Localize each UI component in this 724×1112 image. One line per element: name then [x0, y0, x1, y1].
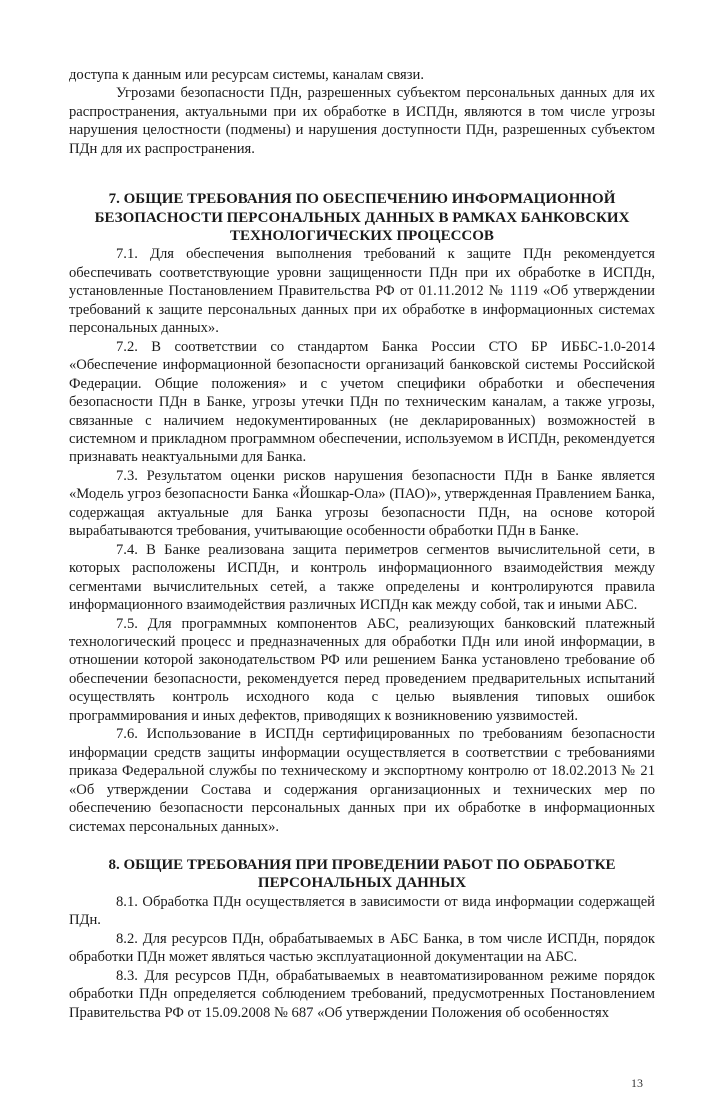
paragraph-8-3: 8.3. Для ресурсов ПДн, обрабатываемых в неавтоматизированном режиме порядок обработки ПДн определяется соблюдением требований, предусмотренных Постановлением Правительства РФ от 15.09.2008 № 687 «Об утверждении Положения об особенностях [69, 967, 655, 1021]
paragraph-7-2: 7.2. В соответствии со стандартом Банка России СТО БР ИББС-1.0-2014 «Обеспечение информационной безопасности организаций банковской системы Российской Федерации. Общие положения» и с учетом специфики обработки и обеспечения безопасности ПДн в Банке, угрозы утечки ПДн по техническим каналам, а также угрозы, связанные с наличием недокументированных (не декларированных) возможностей в системном и прикладном программном обеспечении, используемом в ИСПДн, рекомендуется признавать неактуальными для Банка. [69, 338, 655, 466]
section-7-heading-line: ТЕХНОЛОГИЧЕСКИХ ПРОЦЕССОВ [230, 228, 494, 245]
paragraph-8-1: 8.1. Обработка ПДн осуществляется в зависимости от вида информации содержащей ПДн. [69, 893, 655, 929]
paragraph-7-4: 7.4. В Банке реализована защита периметров сегментов вычислительной сети, в которых расположены ИСПДн, и контроль информационного взаимодействия между сегментами вычислительных сетей, а также определены и контролируются правила информационного взаимодействия различных ИСПДн как между собой, так и иными АБС. [69, 541, 655, 614]
section-7-heading [69, 190, 655, 245]
spacer [69, 836, 655, 856]
page-number: 13 [631, 1075, 643, 1090]
paragraph-7-1: 7.1. Для обеспечения выполнения требований к защите ПДн рекомендуется обеспечивать соответствующие уровни защищенности ПДн при их обработке в ИСПДн, установленные Постановлением Правительства РФ от 01.11.2012 № 1119 «Об утверждении требований к защите персональных данных при их обработке в информационных системах персональных данных». [69, 246, 655, 337]
spacer [69, 158, 655, 190]
paragraph-7-3: 7.3. Результатом оценки рисков нарушения безопасности ПДн в Банке является «Модель угроз безопасности Банка «Йошкар-Ола» (ПАО)», утвержденная Правлением Банка, содержащая актуальные для Банка угрозы безопасности ПДн, на основе которой вырабатываются требования, учитывающие особенности обработки ПДн в Банке. [69, 467, 655, 540]
paragraph-8-2: 8.2. Для ресурсов ПДн, обрабатываемых в АБС Банка, в том числе ИСПДн, порядок обработки ПДн может являться частью эксплуатационной документации на АБС. [69, 930, 655, 966]
section-8-heading-line: ПЕРСОНАЛЬНЫХ ДАННЫХ [257, 875, 467, 892]
intro-paragraph: Угрозами безопасности ПДн, разрешенных субъектом персональных данных для их распространения, актуальными при их обработке в ИСПДн, являются в том числе угрозы нарушения целостности (подмены) и нарушения доступности ПДн, разрешенных субъектом ПДн для их распространения. [69, 85, 655, 157]
paragraph-7-5: 7.5. Для программных компонентов АБС, реализующих банковский платежный технологический процесс и предназначенных для обработки ПДн или иной информации, в отношении которой законодательством РФ или решением Банка установлено требование об обеспечении безопасности, рекомендуется перед проведением предварительных испытаний осуществлять контроль исходного кода с целью выявления типовых ошибок программирования и иных дефектов, приводящих к возникновению уязвимостей. [69, 615, 655, 724]
intro-continuation: доступа к данным или ресурсам системы, каналам связи. [69, 67, 424, 83]
section-7-heading-line: БЕЗОПАСНОСТИ ПЕРСОНАЛЬНЫХ ДАННЫХ В РАМКАХ БАНКОВСКИХ [94, 209, 630, 226]
section-8-heading-line: 8. ОБЩИЕ ТРЕБОВАНИЯ ПРИ ПРОВЕДЕНИИ РАБОТ ПО ОБРАБОТКЕ [108, 856, 616, 873]
section-8-heading [69, 856, 655, 893]
section-7-heading-line: 7. ОБЩИЕ ТРЕБОВАНИЯ ПО ОБЕСПЕЧЕНИЮ ИНФОРМАЦИОННОЙ [108, 191, 616, 208]
paragraph-7-6: 7.6. Использование в ИСПДн сертифицированных по требованиям безопасности информации средств защиты информации осуществляется в соответствии с требованиями приказа Федеральной службы по техническому и экспортному контролю от 18.02.2013 № 21 «Об утверждении Состава и содержания организационных и технических мер по обеспечению безопасности персональных данных при их обработке в информационных системах персональных данных». [69, 726, 655, 835]
page-footer [69, 1046, 655, 1112]
